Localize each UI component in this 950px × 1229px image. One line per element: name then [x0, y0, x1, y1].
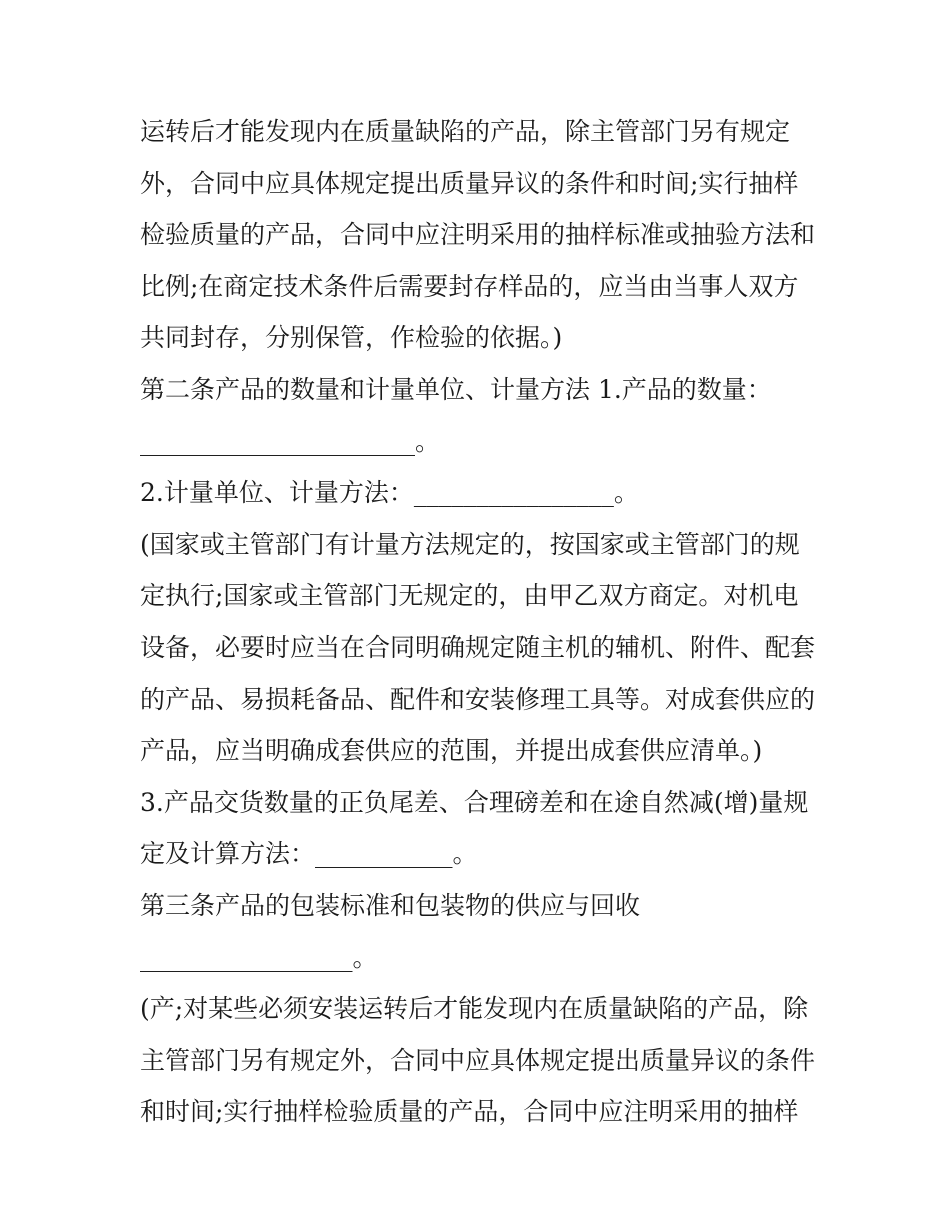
text-line: 定及计算方法：___________。 [140, 839, 478, 869]
text-line: 的产品、易损耗备品、配件和安装修理工具等。对成套供应的 [140, 684, 816, 714]
text-line: (产;对某些必须安装运转后才能发现内在质量缺陷的产品，除 [140, 994, 809, 1024]
text-line: 设备，必要时应当在合同明确规定随主机的辅机、附件、配套 [140, 632, 816, 662]
text-line: 比例;在商定技术条件后需要封存样品的，应当由当事人双方 [140, 271, 799, 301]
text-line: 定执行;国家或主管部门无规定的，由甲乙双方商定。对机电 [140, 581, 799, 611]
blank-field-quantity: ______________________。 [140, 426, 441, 456]
text-line: 3.产品交货数量的正负尾差、合理磅差和在途自然减(增)量规 [140, 787, 809, 817]
blank-field-packaging: _________________。 [140, 942, 378, 972]
text-line: 主管部门另有规定外，合同中应具体规定提出质量异议的条件 [140, 1045, 816, 1075]
text-line: 2.计量单位、计量方法：________________。 [140, 478, 639, 508]
document-body [140, 106, 820, 1138]
text-line: 共同封存，分别保管，作检验的依据。) [140, 323, 563, 353]
section-heading-article-2: 第二条产品的数量和计量单位、计量方法 1.产品的数量： [140, 374, 772, 404]
text-line: 和时间;实行抽样检验质量的产品，合同中应注明采用的抽样 [140, 1097, 799, 1127]
section-heading-article-3: 第三条产品的包装标准和包装物的供应与回收 [140, 890, 641, 920]
text-line: 检验质量的产品，合同中应注明采用的抽样标准或抽验方法和 [140, 220, 816, 250]
text-line: 产品，应当明确成套供应的范围，并提出成套供应清单。) [140, 736, 763, 766]
text-line: 运转后才能发现内在质量缺陷的产品，除主管部门另有规定 [140, 117, 791, 146]
text-line: 外，合同中应具体规定提出质量异议的条件和时间;实行抽样 [140, 168, 799, 198]
text-line: (国家或主管部门有计量方法规定的，按国家或主管部门的规 [140, 529, 800, 559]
